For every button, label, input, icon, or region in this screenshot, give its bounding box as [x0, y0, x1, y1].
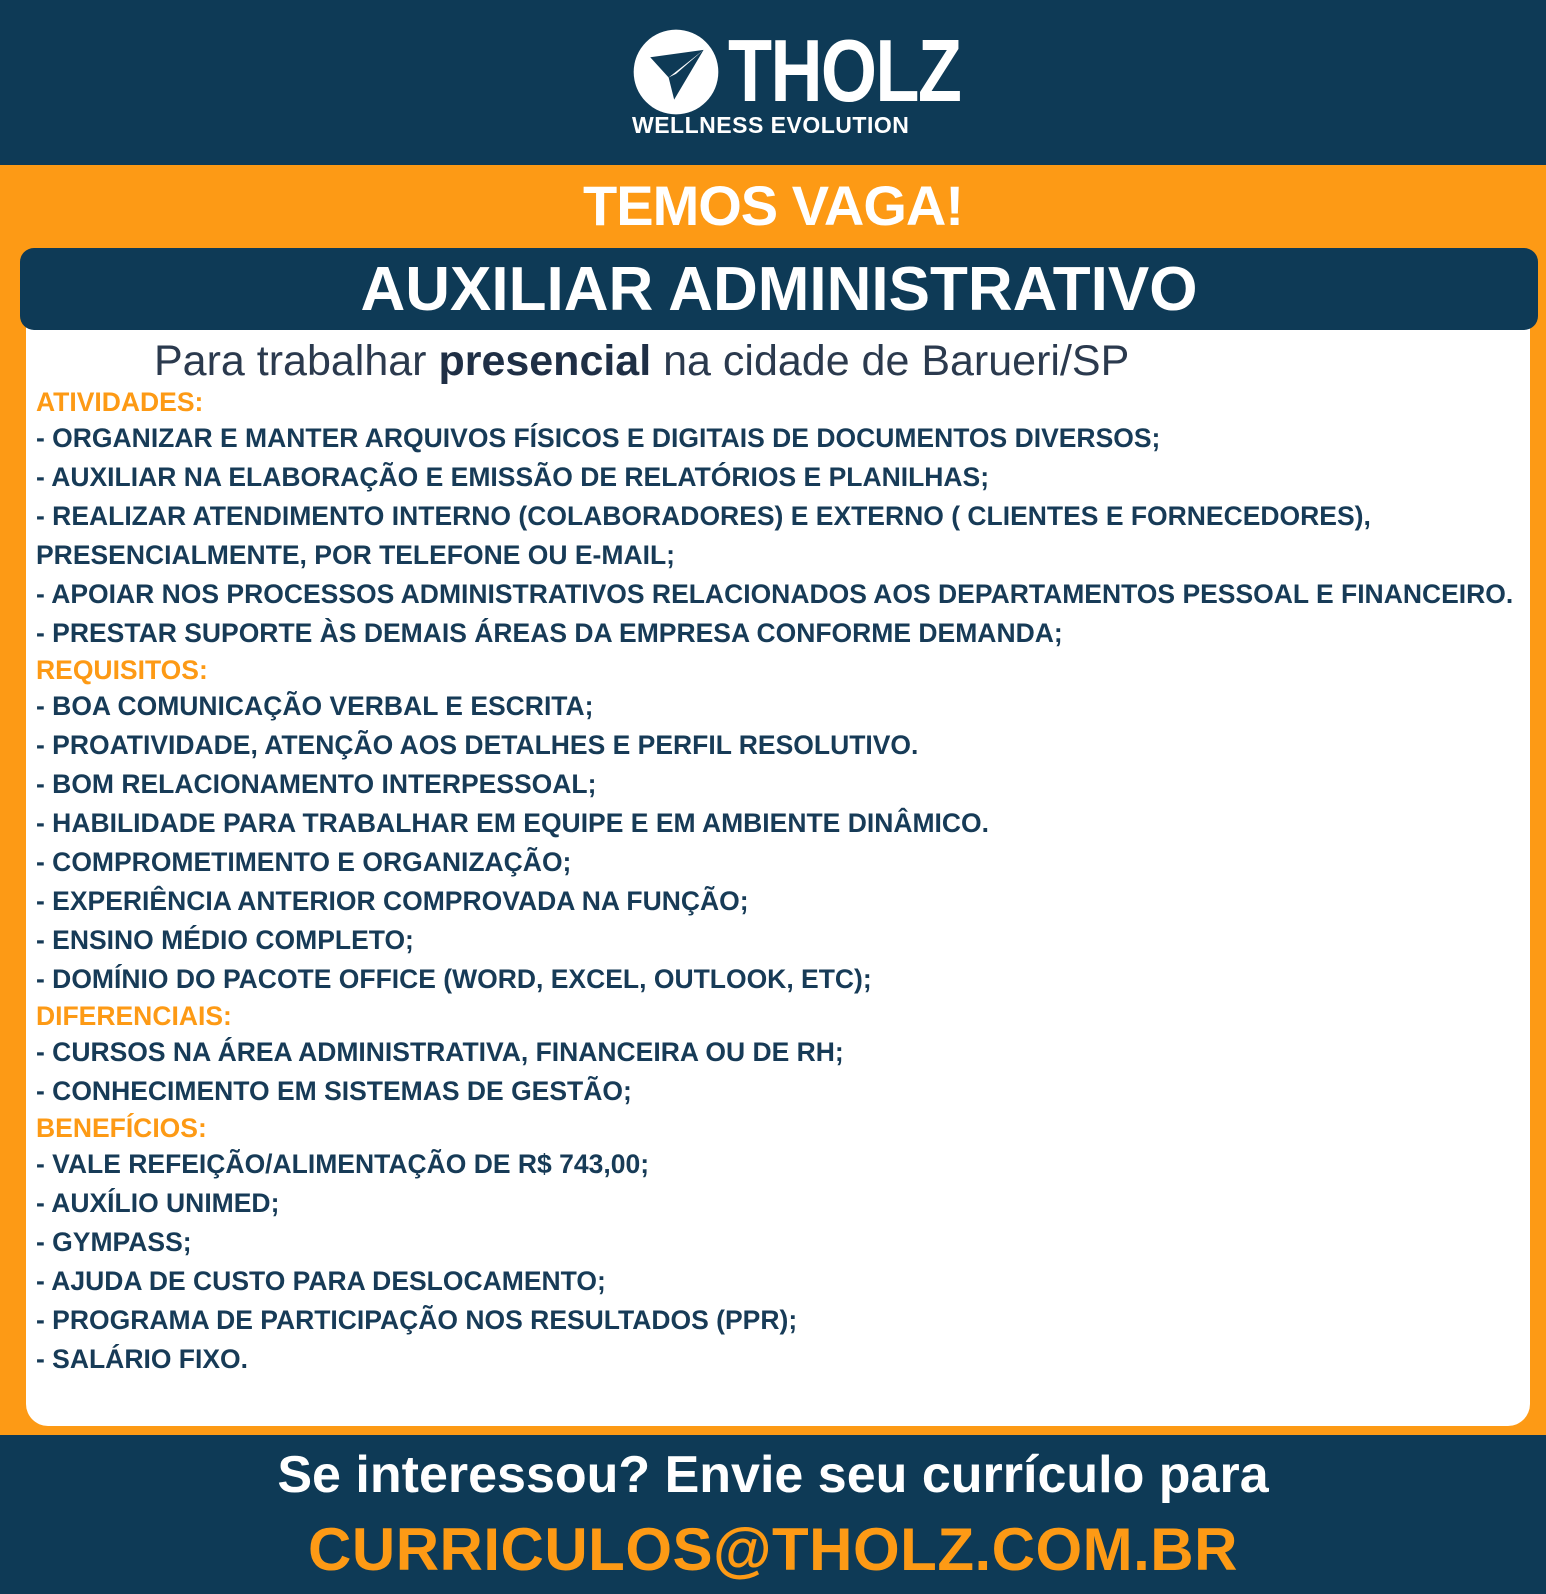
list-item: - BOM RELACIONAMENTO INTERPESSOAL;	[36, 769, 597, 799]
list-item: - AUXÍLIO UNIMED;	[36, 1188, 280, 1218]
subtitle-after: na cidade de Barueri/SP	[651, 337, 1130, 385]
list-item: - SALÁRIO FIXO.	[36, 1344, 248, 1374]
paper-plane-circle-icon	[630, 26, 722, 118]
list-item: - COMPROMETIMENTO E ORGANIZAÇÃO;	[36, 847, 572, 877]
list-item: - CURSOS NA ÁREA ADMINISTRATIVA, FINANCEIRA OU DE RH;	[36, 1037, 844, 1067]
subtitle-emphasis: presencial	[438, 337, 652, 385]
list-item: - DOMÍNIO DO PACOTE OFFICE (WORD, EXCEL, OUTLOOK, ETC);	[36, 964, 872, 994]
contact-email[interactable]: CURRICULOS@THOLZ.COM.BR	[308, 1516, 1238, 1583]
section-diferenciais	[36, 999, 1526, 1111]
section-heading: ATIVIDADES:	[36, 387, 204, 417]
footer-cta: Se interessou? Envie seu currículo para	[277, 1446, 1269, 1504]
brand-name: THOLZ	[728, 21, 961, 120]
section-beneficios	[36, 1111, 1526, 1379]
job-location-subtitle	[154, 333, 1129, 389]
list-item: - ORGANIZAR E MANTER ARQUIVOS FÍSICOS E DIGITAIS DE DOCUMENTOS DIVERSOS;	[36, 423, 1161, 453]
list-item: - BOA COMUNICAÇÃO VERBAL E ESCRITA;	[36, 691, 594, 721]
list-item: - VALE REFEIÇÃO/ALIMENTAÇÃO DE R$ 743,00;	[36, 1149, 650, 1179]
section-heading: DIFERENCIAIS:	[36, 1001, 232, 1031]
list-item: - EXPERIÊNCIA ANTERIOR COMPROVADA NA FUNÇÃO;	[36, 886, 749, 916]
list-item: - AUXILIAR NA ELABORAÇÃO E EMISSÃO DE RELATÓRIOS E PLANILHAS;	[36, 462, 990, 492]
list-item: - ENSINO MÉDIO COMPLETO;	[36, 925, 414, 955]
job-details	[36, 385, 1526, 1379]
brand-tagline: WELLNESS EVOLUTION	[632, 112, 910, 138]
list-item: - PROGRAMA DE PARTICIPAÇÃO NOS RESULTADOS (PPR);	[36, 1305, 798, 1335]
job-title: AUXILIAR ADMINISTRATIVO	[360, 255, 1198, 324]
list-item: - HABILIDADE PARA TRABALHAR EM EQUIPE E EM AMBIENTE DINÂMICO.	[36, 808, 990, 838]
list-item: - GYMPASS;	[36, 1227, 192, 1257]
section-requisitos	[36, 653, 1526, 999]
brand-logo	[630, 21, 961, 144]
list-item: - CONHECIMENTO EM SISTEMAS DE GESTÃO;	[36, 1076, 632, 1106]
section-heading: BENEFÍCIOS:	[36, 1113, 207, 1143]
header	[0, 0, 1546, 165]
list-item: - REALIZAR ATENDIMENTO INTERNO (COLABORADORES) E EXTERNO ( CLIENTES E FORNECEDORES), PRESENCIALMENTE, POR TELEFONE OU E-MAIL;	[36, 501, 1371, 570]
list-item: - PRESTAR SUPORTE ÀS DEMAIS ÁREAS DA EMPRESA CONFORME DEMANDA;	[36, 618, 1063, 648]
section-atividades	[36, 385, 1526, 653]
section-heading: REQUISITOS:	[36, 655, 208, 685]
list-item: - AJUDA DE CUSTO PARA DESLOCAMENTO;	[36, 1266, 606, 1296]
headline: TEMOS VAGA!	[583, 174, 963, 237]
list-item: - APOIAR NOS PROCESSOS ADMINISTRATIVOS RELACIONADOS AOS DEPARTAMENTOS PESSOAL E FINANCEIRO.	[36, 579, 1514, 609]
list-item: - PROATIVIDADE, ATENÇÃO AOS DETALHES E PERFIL RESOLUTIVO.	[36, 730, 919, 760]
subtitle-before: Para trabalhar	[154, 337, 439, 385]
